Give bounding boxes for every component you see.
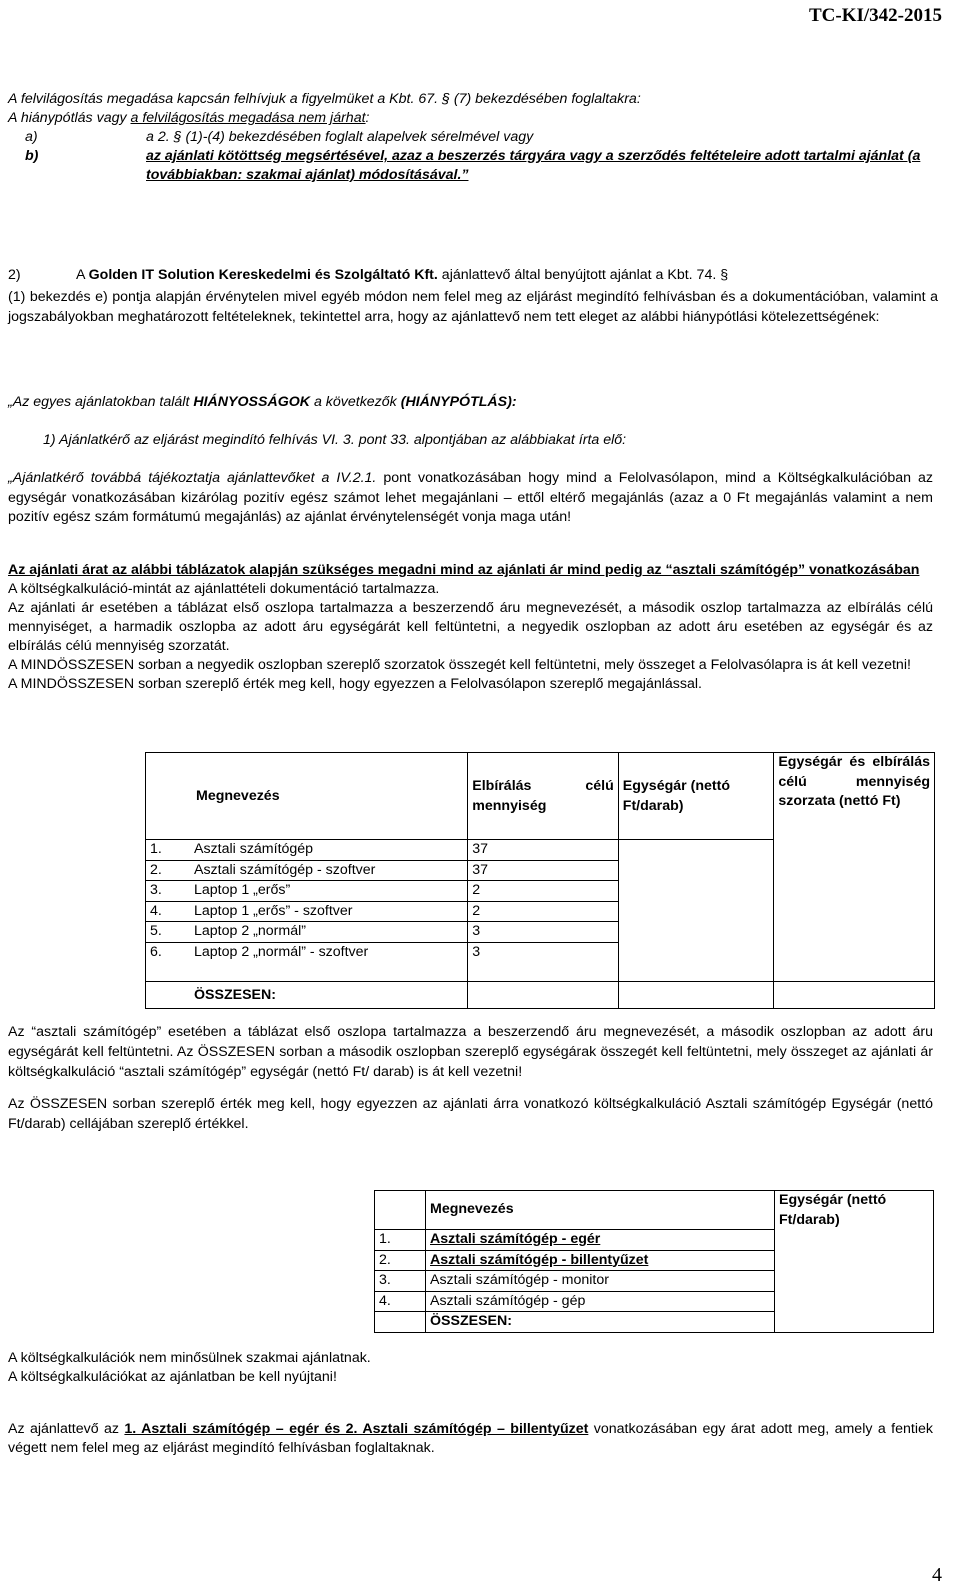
section-number: 2) — [8, 267, 21, 283]
table-row: 4. Asztali számítógép - gép — [375, 1291, 934, 1312]
section-2: 2) A Golden IT Solution Kereskedelmi és Szolgáltató Kft. ajánlattevő által benyújtott ajánlat a Kbt. 74. § (1) bekezdés e) pontja alapján érvénytelen mivel egyéb módon nem felel meg az eljárást megindító felhívásban és a dokumentációban, valamint a jogszabályokban meghatározott feltételeknek, tekintettel arra, hogy az ajánlattevő nem tett eleget az alábbi hiánypótlási kötelezettségének: — [8, 267, 938, 325]
pricing-block — [8, 561, 933, 694]
intro-block — [8, 90, 938, 185]
table-row: 2. Asztali számítógép - szoftver 37 — [146, 860, 935, 881]
deficiency-quote: „Ajánlatkérő továbbá tájékoztatja ajánlattevőket a IV.2.1. pont vonatkozásában hogy mind a Felolvasólapon, mind a Költségkalkulációban az egységár vonatkozásában kizárólag pozitív egész számot lehet megajánlani – ettől eltérő megajánlás (azaz a 0 Ft megajánlás valamint a nem pozitív egész szám formátumú megajánlás) az ajánlat érvénytelenségét vonja maga után! — [8, 470, 933, 525]
pricing-p2: Az ajánlati ár esetében a táblázat első oszlopa tartalmazza a beszerzendő áru megnevezését, a második oszlop tartalmazza az elbírálás célú mennyiséget, a harmadik oszlopba az adott áru egységárát kell feltüntetni, a negyedik oszlopban az adott áru esetében az egységár és az elbírálás célú mennyiség szorzatát. — [8, 600, 933, 654]
table-total-row: ÖSSZESEN: — [146, 981, 935, 1008]
note-1: A költségkalkulációk nem minősülnek szakmai ajánlatnak. — [8, 1350, 371, 1366]
table-row: 4. Laptop 1 „erős” - szoftver 2 — [146, 901, 935, 922]
intro-line-1: A felvilágosítás megadása kapcsán felhívjuk a figyelmüket a Kbt. 67. § (7) bekezdésében foglaltakra: — [8, 91, 641, 107]
table-total-row: ÖSSZESEN: — [375, 1312, 934, 1333]
table-row: 6. Laptop 2 „normál” - szoftver 3 — [146, 942, 935, 981]
pricing-p3: A MINDÖSSZESEN sorban a negyedik oszlopban szereplő szorzatok összegét kell feltüntetni, mely összeget a Felolvasólapra is át kell vezetni! — [8, 657, 911, 673]
table-row: 3. Laptop 1 „erős” 2 — [146, 881, 935, 902]
table-header-row: Megnevezés Elbírálás célú mennyiség Egységár (nettó Ft/darab) Egységár és elbírálás célú mennyiség szorzata (nettó Ft) — [146, 753, 935, 840]
deficiency-heading: „Az egyes ajánlatokban talált HIÁNYOSSÁGOK a következők (HIÁNYPÓTLÁS): — [8, 394, 517, 410]
price-table — [145, 752, 935, 1009]
page-number: 4 — [932, 1564, 942, 1586]
table-header-row: Megnevezés Egységár (nettó Ft/darab) — [375, 1191, 934, 1230]
table-row: 1. Asztali számítógép 37 — [146, 840, 935, 861]
company-name: Golden IT Solution Kereskedelmi és Szolgáltató Kft. — [88, 267, 438, 283]
section-2-text: (1) bekezdés e) pontja alapján érvénytelen mivel egyéb módon nem felel meg az eljárást megindító felhívásban és a dokumentációban, valamint a jogszabályokban meghatározott feltételeknek, tekintettel arra, hogy az ajánlattevő nem tett eleget az alábbi hiánypótlási kötelezettségének: — [8, 289, 938, 325]
note-2: A költségkalkulációkat az ajánlatban be kell nyújtani! — [8, 1369, 337, 1385]
pricing-p1: A költségkalkuláció-mintát az ajánlattételi dokumentáció tartalmazza. — [8, 581, 440, 597]
document-code: TC-KI/342-2015 — [809, 5, 942, 26]
intro-line-2: A hiánypótlás vagy a felvilágosítás megadása nem járhat: — [8, 110, 370, 126]
final-statement: Az ajánlattevő az 1. Asztali számítógép – egér és 2. Asztali számítógép – billentyűzet vonatkozásában egy árat adott meg, amely a fentiek végett nem felel meg az eljárást megindító felhívásban foglaltaknak. — [8, 1421, 933, 1456]
intro-item-a: a) a 2. § (1)-(4) bekezdésében foglalt alapelvek sérelmével vagy — [25, 129, 534, 145]
pricing-p4: A MINDÖSSZESEN sorban szereplő érték meg kell, hogy egyezzen a Felolvasólapon szereplő megajánlással. — [8, 676, 702, 692]
table1-note: Az ÖSSZESEN sorban szereplő érték meg kell, hogy egyezzen az ajánlati árra vonatkozó költségkalkuláció Asztali számítógép Egységár (nettó Ft/darab) cellájában szereplő értékkel. — [8, 1096, 933, 1132]
table-row: 1. Asztali számítógép - egér — [375, 1230, 934, 1251]
table-row: 5. Laptop 2 „normál” 3 — [146, 922, 935, 943]
desktop-cost-table — [374, 1190, 934, 1333]
table-row: 3. Asztali számítógép - monitor — [375, 1271, 934, 1292]
table-row: 2. Asztali számítógép - billentyűzet — [375, 1250, 934, 1271]
table1-explanation: Az “asztali számítógép” esetében a táblázat első oszlopa tartalmazza a beszerzendő áru megnevezését, a második oszlopban az adott áru egységárát kell feltüntetni. Az ÖSSZESEN sorban a második oszlopban szereplő egységárak összegét kell feltüntetni, mely összeget az ajánlati ár költségkalkuláció “asztali számítógép” egységár (nettó Ft/ darab) is át kell vezetni! — [8, 1024, 933, 1080]
deficiency-item-1: 1) Ajánlatkérő az eljárást megindító felhívás VI. 3. pont 33. alpontjában az alábbiakat írta elő: — [43, 432, 627, 448]
pricing-heading: Az ajánlati árat az alábbi táblázatok alapján szükséges megadni mind az ajánlati ár mind pedig az “asztali számítógép” vonatkozásában — [8, 562, 920, 578]
underlined-phrase: a felvilágosítás megadása nem járhat — [130, 110, 366, 126]
intro-item-b: b) az ajánlati kötöttség megsértésével, azaz a beszerzés tárgyára vagy a szerződés feltételeire adott tartalmi ajánlat (a továbbiakban: szakmai ajánlat) módosításával.” — [25, 148, 921, 183]
